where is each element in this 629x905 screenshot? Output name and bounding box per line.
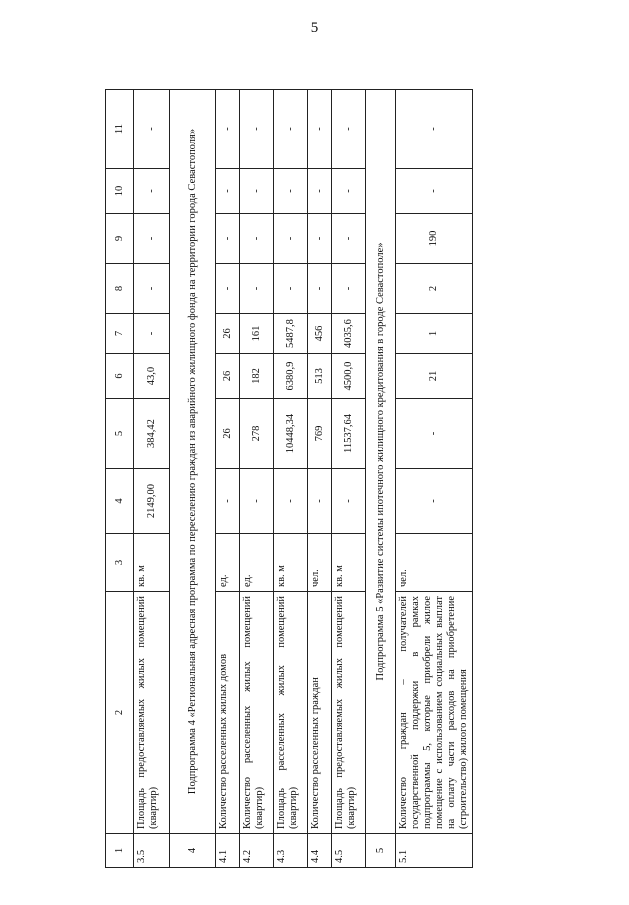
- value-cell-8: 2: [396, 264, 473, 314]
- unit-cell: чел.: [396, 534, 473, 592]
- value-cell-11: -: [332, 90, 366, 169]
- value-cell-9: -: [216, 214, 240, 264]
- value-cell-6: 6380,9: [274, 354, 308, 399]
- table-row: [274, 90, 308, 868]
- value-cell-4: -: [332, 469, 366, 534]
- value-cell-7: 4035,6: [332, 314, 366, 354]
- value-cell-10: -: [332, 169, 366, 214]
- value-cell-6: 4500,0: [332, 354, 366, 399]
- row-number-cell: 4: [170, 834, 216, 868]
- indicator-name-cell: Количество расселенных жилых помещений (квартир): [240, 592, 274, 834]
- unit-cell: ед.: [216, 534, 240, 592]
- value-cell-6: 182: [240, 354, 274, 399]
- value-cell-9: -: [134, 214, 170, 264]
- unit-cell: кв. м: [274, 534, 308, 592]
- row-number-cell: 4.1: [216, 834, 240, 868]
- row-number-cell: 5: [366, 834, 396, 868]
- indicator-name-cell: Количество расселенных граждан: [308, 592, 332, 834]
- value-cell-4: -: [308, 469, 332, 534]
- row-number-cell: 4.2: [240, 834, 274, 868]
- section-title-cell: Подпрограмма 5 «Развитие системы ипотечного жилищного кредитования в городе Севастополе»: [366, 90, 396, 834]
- indicator-name-cell: Количество граждан – получателей государственной поддержки в рамках подпрограммы 5, которые приобрели жилое помещение с использованием социальных выплат на оплату части расходов на приобретение (строительство) жилого помещения: [396, 592, 473, 834]
- table-row: [216, 90, 240, 868]
- header-col-7: 7: [106, 314, 134, 354]
- indicator-name-cell: Количество расселенных жилых домов: [216, 592, 240, 834]
- value-cell-4: -: [240, 469, 274, 534]
- value-cell-11: -: [216, 90, 240, 169]
- value-cell-10: -: [216, 169, 240, 214]
- value-cell-8: -: [274, 264, 308, 314]
- header-col-4: 4: [106, 469, 134, 534]
- header-col-3: 3: [106, 534, 134, 592]
- table-body: [134, 90, 473, 868]
- value-cell-7: -: [134, 314, 170, 354]
- row-number-cell: 4.4: [308, 834, 332, 868]
- rotated-table-container: [105, 90, 519, 868]
- value-cell-9: -: [240, 214, 274, 264]
- value-cell-8: -: [332, 264, 366, 314]
- unit-cell: кв. м: [332, 534, 366, 592]
- value-cell-9: 190: [396, 214, 473, 264]
- row-number-cell: 3.5: [134, 834, 170, 868]
- header-row: [106, 90, 134, 868]
- header-col-5: 5: [106, 399, 134, 469]
- unit-cell: кв. м: [134, 534, 170, 592]
- indicator-name-cell: Площадь предоставляемых жилых помещений (квартир): [332, 592, 366, 834]
- value-cell-11: -: [308, 90, 332, 169]
- header-col-11: 11: [106, 90, 134, 169]
- value-cell-7: 1: [396, 314, 473, 354]
- value-cell-11: -: [396, 90, 473, 169]
- value-cell-6: 513: [308, 354, 332, 399]
- value-cell-5: 10448,34: [274, 399, 308, 469]
- value-cell-8: -: [308, 264, 332, 314]
- value-cell-10: -: [308, 169, 332, 214]
- value-cell-7: 5487,8: [274, 314, 308, 354]
- header-col-2: 2: [106, 592, 134, 834]
- value-cell-4: 2149,00: [134, 469, 170, 534]
- row-number-cell: 4.3: [274, 834, 308, 868]
- header-col-10: 10: [106, 169, 134, 214]
- value-cell-10: -: [274, 169, 308, 214]
- table-row: [332, 90, 366, 868]
- value-cell-6: 26: [216, 354, 240, 399]
- table-row: [396, 90, 473, 868]
- row-number-cell: 5.1: [396, 834, 473, 868]
- value-cell-8: -: [240, 264, 274, 314]
- value-cell-9: -: [274, 214, 308, 264]
- value-cell-7: 161: [240, 314, 274, 354]
- header-col-6: 6: [106, 354, 134, 399]
- table-row: [240, 90, 274, 868]
- value-cell-5: 384,42: [134, 399, 170, 469]
- page-number: 5: [310, 20, 319, 36]
- value-cell-5: 11537,64: [332, 399, 366, 469]
- value-cell-10: -: [396, 169, 473, 214]
- value-cell-5: 278: [240, 399, 274, 469]
- section-row: [170, 90, 216, 868]
- value-cell-8: -: [134, 264, 170, 314]
- value-cell-5: 769: [308, 399, 332, 469]
- value-cell-6: 21: [396, 354, 473, 399]
- unit-cell: чел.: [308, 534, 332, 592]
- value-cell-5: 26: [216, 399, 240, 469]
- value-cell-11: -: [134, 90, 170, 169]
- value-cell-9: -: [332, 214, 366, 264]
- header-col-1: 1: [106, 834, 134, 868]
- table-row: [308, 90, 332, 868]
- table-row: [134, 90, 170, 868]
- value-cell-7: 456: [308, 314, 332, 354]
- value-cell-7: 26: [216, 314, 240, 354]
- value-cell-11: -: [274, 90, 308, 169]
- header-col-8: 8: [106, 264, 134, 314]
- value-cell-4: -: [274, 469, 308, 534]
- indicator-name-cell: Площадь расселенных жилых помещений (квартир): [274, 592, 308, 834]
- indicators-table: [105, 89, 473, 868]
- value-cell-6: 43,0: [134, 354, 170, 399]
- header-col-9: 9: [106, 214, 134, 264]
- unit-cell: ед.: [240, 534, 274, 592]
- value-cell-4: -: [216, 469, 240, 534]
- value-cell-8: -: [216, 264, 240, 314]
- section-title-cell: Подпрограмма 4 «Региональная адресная программа по переселению граждан из аварийного жилищного фонда на территории города Севастополя»: [170, 90, 216, 834]
- section-row: [366, 90, 396, 868]
- value-cell-9: -: [308, 214, 332, 264]
- value-cell-10: -: [134, 169, 170, 214]
- indicator-name-cell: Площадь предоставляемых жилых помещений (квартир): [134, 592, 170, 834]
- value-cell-4: -: [396, 469, 473, 534]
- value-cell-10: -: [240, 169, 274, 214]
- value-cell-11: -: [240, 90, 274, 169]
- value-cell-5: -: [396, 399, 473, 469]
- row-number-cell: 4.5: [332, 834, 366, 868]
